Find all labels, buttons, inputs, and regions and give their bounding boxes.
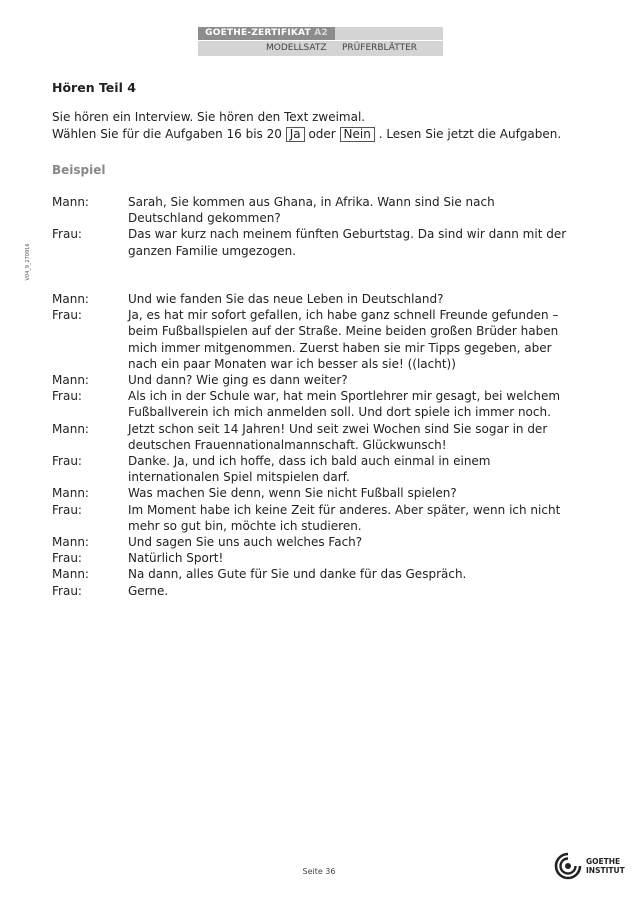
dialogue-row [52,372,592,388]
header-modellsatz: MODELLSATZ [266,43,327,53]
instruction-post: . Lesen Sie jetzt die Aufgaben. [378,127,562,141]
speaker-label: Mann: [52,292,89,306]
speaker-label: Frau: [52,308,82,323]
speaker-text: Gerne. [128,583,169,598]
side-version [22,235,34,295]
speaker-label: Frau: [52,227,82,242]
logo-line-1: GOETHE [586,857,621,866]
dialogue-row [52,194,592,226]
dialogue-row [52,421,592,453]
speaker-label: Frau: [52,551,82,566]
dialogue-row [52,453,592,485]
speaker-text: Und dann? Wie ging es dann weiter? [128,373,348,388]
speaker-text: Na dann, alles Gute für Sie und danke für das Gespräch. [128,567,467,582]
dialogue-row [52,502,592,534]
header-spacer [335,27,443,40]
speaker-text: Im Moment habe ich keine Zeit für anderes. Aber später, wenn ich nicht mehr so gut bin, möchte ich studieren. [128,502,561,533]
example-dialogue [52,194,592,259]
instruction-line-2 [52,127,572,142]
header-level: A2 [314,28,328,38]
speaker-label: Mann: [52,373,89,388]
speaker-label: Frau: [52,502,82,517]
speaker-text: Als ich in der Schule war, hat mein Sportlehrer mir gesagt, bei welchem Fußballverein ich mich anmelden soll. Und dort spiele ich immer noch. [128,389,561,420]
dialogue-row [52,291,592,307]
speaker-text: Natürlich Sport! [128,551,224,566]
dialogue-row [52,583,592,599]
dialogue-row [52,534,592,550]
speaker-label: Mann: [52,567,89,582]
speaker-label: Frau: [52,583,82,598]
goethe-logo [552,851,625,881]
instruction-oder: oder [308,127,336,141]
instruction-pre: Wählen Sie für die Aufgaben 16 bis 20 [52,127,282,141]
dialogue-row [52,307,592,372]
header-sub-bar [198,41,443,56]
speaker-text: Sarah, Sie kommen aus Ghana, in Afrika. Wann sind Sie nach Deutschland gekommen? [128,195,495,226]
dialogue-row [52,550,592,566]
header-cert-bar [198,27,335,40]
speaker-text: Und sagen Sie uns auch welches Fach? [128,535,363,550]
speaker-label: Frau: [52,389,82,404]
logo-line-2: INSTITUT [586,866,625,875]
goethe-logo-icon [552,851,584,881]
instruction-line-1: Sie hören ein Interview. Sie hören den Text zweimal. [52,110,366,124]
speaker-label: Mann: [52,421,89,436]
speaker-text: Das war kurz nach meinem fünften Geburtstag. Da sind wir dann mit der ganzen Familie umgezogen. [128,227,567,258]
goethe-logo-text [586,857,625,875]
speaker-label: Mann: [52,535,89,550]
speaker-text: Ja, es hat mir sofort gefallen, ich habe ganz schnell Freunde gefunden – beim Fußballspielen auf der Straße. Meine beiden großen Brüder haben mich immer mitgenommen. Zuerst haben sie mir Tipps gegeben, aber nach ein paar Monaten war ich besser als sie! ((lacht)) [128,308,559,371]
main-dialogue [52,291,592,599]
page-number: Seite 36 [302,867,336,876]
nein-box: Nein [340,127,375,142]
speaker-text: Was machen Sie denn, wenn Sie nicht Fußball spielen? [128,486,457,501]
header-pruefer: PRÜFERBLÄTTER [342,43,418,53]
dialogue-row [52,566,592,582]
dialogue-row [52,388,592,420]
dialogue-row [52,485,592,501]
speaker-label: Mann: [52,486,89,501]
speaker-label: Mann: [52,195,89,209]
speaker-text: Jetzt schon seit 14 Jahren! Und seit zwei Wochen sind Sie sogar in der deutschen Frauennationalmannschaft. Glückwunsch! [128,421,548,452]
speaker-label: Frau: [52,454,82,469]
header-cert: GOETHE-ZERTIFIKAT [205,28,311,38]
side-version-text: V04_9_270916 [25,243,31,281]
ja-box: Ja [286,127,305,142]
speaker-text: Danke. Ja, und ich hoffe, dass ich bald auch einmal in einem internationalen Spiel mitspielen darf. [128,454,491,485]
beispiel-heading: Beispiel [52,163,106,177]
section-title: Hören Teil 4 [52,80,136,95]
speaker-text: Und wie fanden Sie das neue Leben in Deutschland? [128,292,444,306]
dialogue-row [52,226,592,258]
